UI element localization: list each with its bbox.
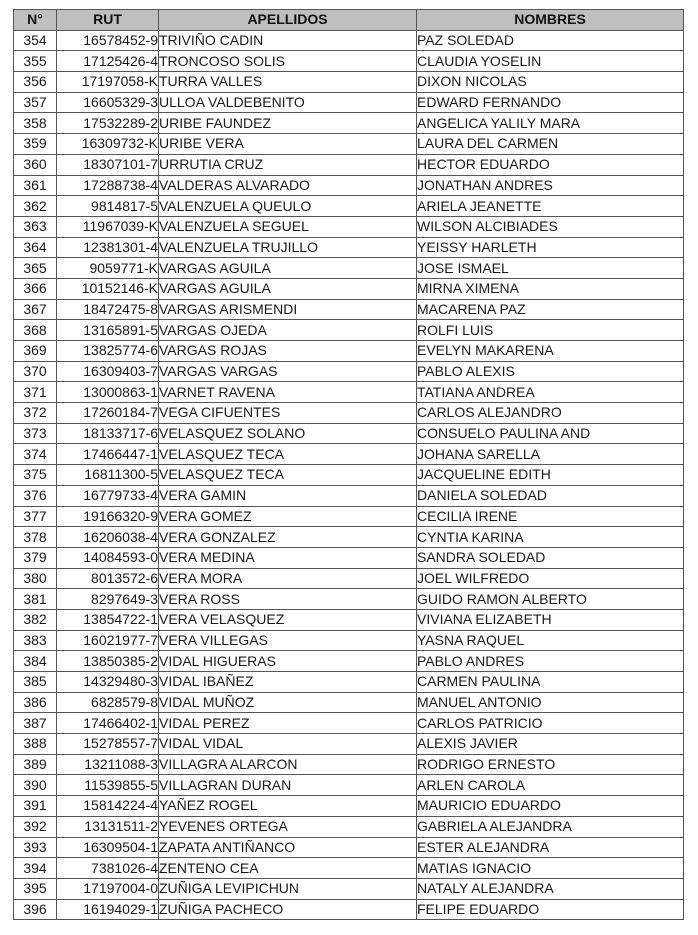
cell-number: 373 <box>14 423 57 444</box>
cell-nombres: EDWARD FERNANDO <box>417 92 684 113</box>
cell-apellidos: VERA GOMEZ <box>159 506 417 527</box>
cell-rut: 13825774-6 <box>57 341 159 362</box>
cell-number: 387 <box>14 713 57 734</box>
cell-rut: 16309504-1 <box>57 837 159 858</box>
cell-apellidos: VELASQUEZ SOLANO <box>159 423 417 444</box>
cell-number: 360 <box>14 154 57 175</box>
cell-rut: 16309732-K <box>57 134 159 155</box>
cell-nombres: HECTOR EDUARDO <box>417 154 684 175</box>
cell-rut: 17197004-0 <box>57 878 159 899</box>
cell-apellidos: TRONCOSO SOLIS <box>159 51 417 72</box>
cell-rut: 12381301-4 <box>57 237 159 258</box>
table-row <box>14 899 684 920</box>
table-row <box>14 423 684 444</box>
table-row <box>14 216 684 237</box>
cell-number: 375 <box>14 465 57 486</box>
cell-nombres: JONATHAN ANDRES <box>417 175 684 196</box>
cell-apellidos: URIBE FAUNDEZ <box>159 113 417 134</box>
table-row <box>14 72 684 93</box>
cell-number: 370 <box>14 361 57 382</box>
cell-number: 391 <box>14 796 57 817</box>
table-row <box>14 320 684 341</box>
cell-number: 384 <box>14 651 57 672</box>
table-row <box>14 196 684 217</box>
cell-apellidos: URIBE VERA <box>159 134 417 155</box>
cell-rut: 16605329-3 <box>57 92 159 113</box>
cell-rut: 13854722-1 <box>57 609 159 630</box>
cell-apellidos: VERA VILLEGAS <box>159 630 417 651</box>
cell-number: 377 <box>14 506 57 527</box>
table-row <box>14 113 684 134</box>
cell-apellidos: VERA MORA <box>159 568 417 589</box>
cell-rut: 16194029-1 <box>57 899 159 920</box>
table-row <box>14 692 684 713</box>
cell-nombres: PABLO ANDRES <box>417 651 684 672</box>
cell-number: 364 <box>14 237 57 258</box>
cell-nombres: WILSON ALCIBIADES <box>417 216 684 237</box>
cell-rut: 18307101-7 <box>57 154 159 175</box>
cell-number: 374 <box>14 444 57 465</box>
table-header <box>14 10 684 31</box>
cell-rut: 16578452-9 <box>57 30 159 51</box>
cell-apellidos: ZUÑIGA PACHECO <box>159 899 417 920</box>
cell-number: 368 <box>14 320 57 341</box>
cell-number: 363 <box>14 216 57 237</box>
table-row <box>14 154 684 175</box>
table-row <box>14 713 684 734</box>
cell-apellidos: VEGA CIFUENTES <box>159 403 417 424</box>
cell-rut: 10152146-K <box>57 278 159 299</box>
table-row <box>14 527 684 548</box>
cell-nombres: EVELYN MAKARENA <box>417 341 684 362</box>
cell-apellidos: ZENTENO CEA <box>159 858 417 879</box>
table-row <box>14 134 684 155</box>
table-row <box>14 609 684 630</box>
cell-rut: 8297649-3 <box>57 589 159 610</box>
cell-nombres: CYNTIA KARINA <box>417 527 684 548</box>
cell-rut: 13165891-5 <box>57 320 159 341</box>
cell-number: 378 <box>14 527 57 548</box>
cell-apellidos: VARGAS VARGAS <box>159 361 417 382</box>
cell-nombres: ESTER ALEJANDRA <box>417 837 684 858</box>
header-apellidos: APELLIDOS <box>159 10 417 31</box>
cell-nombres: ARIELA JEANETTE <box>417 196 684 217</box>
cell-rut: 19166320-9 <box>57 506 159 527</box>
table-row <box>14 672 684 693</box>
cell-nombres: CECILIA IRENE <box>417 506 684 527</box>
cell-number: 367 <box>14 299 57 320</box>
table-row <box>14 175 684 196</box>
cell-nombres: CLAUDIA YOSELIN <box>417 51 684 72</box>
cell-apellidos: VALDERAS ALVARADO <box>159 175 417 196</box>
cell-nombres: ARLEN CAROLA <box>417 775 684 796</box>
cell-rut: 16309403-7 <box>57 361 159 382</box>
cell-apellidos: VARGAS ROJAS <box>159 341 417 362</box>
table-row <box>14 382 684 403</box>
cell-nombres: SANDRA SOLEDAD <box>417 547 684 568</box>
cell-rut: 17288738-4 <box>57 175 159 196</box>
cell-nombres: JOEL WILFREDO <box>417 568 684 589</box>
table-row <box>14 547 684 568</box>
table-row <box>14 878 684 899</box>
table-row <box>14 568 684 589</box>
cell-rut: 11967039-K <box>57 216 159 237</box>
cell-nombres: CARLOS ALEJANDRO <box>417 403 684 424</box>
cell-number: 380 <box>14 568 57 589</box>
cell-apellidos: VILLAGRAN DURAN <box>159 775 417 796</box>
cell-number: 381 <box>14 589 57 610</box>
cell-apellidos: YAÑEZ ROGEL <box>159 796 417 817</box>
cell-nombres: ALEXIS JAVIER <box>417 734 684 755</box>
cell-number: 394 <box>14 858 57 879</box>
table-row <box>14 837 684 858</box>
cell-apellidos: VILLAGRA ALARCON <box>159 754 417 775</box>
cell-rut: 17125426-4 <box>57 51 159 72</box>
cell-number: 395 <box>14 878 57 899</box>
table-row <box>14 506 684 527</box>
cell-nombres: GABRIELA ALEJANDRA <box>417 816 684 837</box>
cell-nombres: YASNA RAQUEL <box>417 630 684 651</box>
table-row <box>14 237 684 258</box>
cell-number: 356 <box>14 72 57 93</box>
cell-apellidos: YEVENES ORTEGA <box>159 816 417 837</box>
cell-apellidos: VARGAS AGUILA <box>159 278 417 299</box>
cell-rut: 16021977-7 <box>57 630 159 651</box>
cell-apellidos: TURRA VALLES <box>159 72 417 93</box>
table-row <box>14 278 684 299</box>
cell-nombres: ANGELICA YALILY MARA <box>417 113 684 134</box>
cell-number: 365 <box>14 258 57 279</box>
table-row <box>14 775 684 796</box>
cell-apellidos: VERA GAMIN <box>159 485 417 506</box>
cell-apellidos: VERA GONZALEZ <box>159 527 417 548</box>
cell-nombres: GUIDO RAMON ALBERTO <box>417 589 684 610</box>
cell-number: 361 <box>14 175 57 196</box>
table-row <box>14 734 684 755</box>
cell-nombres: NATALY ALEJANDRA <box>417 878 684 899</box>
cell-nombres: MACARENA PAZ <box>417 299 684 320</box>
cell-rut: 16206038-4 <box>57 527 159 548</box>
cell-number: 371 <box>14 382 57 403</box>
cell-rut: 17466447-1 <box>57 444 159 465</box>
cell-nombres: TATIANA ANDREA <box>417 382 684 403</box>
cell-rut: 13131511-2 <box>57 816 159 837</box>
cell-rut: 6828579-8 <box>57 692 159 713</box>
cell-nombres: ROLFI LUIS <box>417 320 684 341</box>
cell-nombres: RODRIGO ERNESTO <box>417 754 684 775</box>
cell-apellidos: VARNET RAVENA <box>159 382 417 403</box>
cell-number: 390 <box>14 775 57 796</box>
cell-apellidos: VERA MEDINA <box>159 547 417 568</box>
cell-rut: 18133717-6 <box>57 423 159 444</box>
cell-number: 385 <box>14 672 57 693</box>
cell-number: 379 <box>14 547 57 568</box>
cell-apellidos: TRIVIÑO CADIN <box>159 30 417 51</box>
cell-number: 392 <box>14 816 57 837</box>
header-number: N° <box>14 10 57 31</box>
cell-number: 396 <box>14 899 57 920</box>
cell-nombres: CONSUELO PAULINA AND <box>417 423 684 444</box>
table-row <box>14 465 684 486</box>
table-row <box>14 341 684 362</box>
cell-rut: 18472475-8 <box>57 299 159 320</box>
cell-nombres: MATIAS IGNACIO <box>417 858 684 879</box>
table-row <box>14 92 684 113</box>
table-row <box>14 258 684 279</box>
cell-number: 354 <box>14 30 57 51</box>
cell-rut: 17532289-2 <box>57 113 159 134</box>
cell-apellidos: VIDAL VIDAL <box>159 734 417 755</box>
cell-rut: 8013572-6 <box>57 568 159 589</box>
cell-number: 383 <box>14 630 57 651</box>
cell-nombres: PAZ SOLEDAD <box>417 30 684 51</box>
cell-rut: 7381026-4 <box>57 858 159 879</box>
cell-number: 376 <box>14 485 57 506</box>
cell-rut: 13850385-2 <box>57 651 159 672</box>
cell-apellidos: VERA VELASQUEZ <box>159 609 417 630</box>
table-row <box>14 30 684 51</box>
cell-apellidos: VIDAL PEREZ <box>159 713 417 734</box>
cell-apellidos: VIDAL HIGUERAS <box>159 651 417 672</box>
cell-rut: 13000863-1 <box>57 382 159 403</box>
cell-number: 386 <box>14 692 57 713</box>
cell-number: 362 <box>14 196 57 217</box>
cell-nombres: MAURICIO EDUARDO <box>417 796 684 817</box>
cell-nombres: MIRNA XIMENA <box>417 278 684 299</box>
cell-number: 388 <box>14 734 57 755</box>
cell-rut: 16779733-4 <box>57 485 159 506</box>
table-row <box>14 361 684 382</box>
cell-apellidos: VARGAS OJEDA <box>159 320 417 341</box>
cell-nombres: LAURA DEL CARMEN <box>417 134 684 155</box>
cell-apellidos: VARGAS ARISMENDI <box>159 299 417 320</box>
cell-apellidos: ULLOA VALDEBENITO <box>159 92 417 113</box>
cell-apellidos: VALENZUELA QUEULO <box>159 196 417 217</box>
cell-number: 369 <box>14 341 57 362</box>
cell-rut: 17466402-1 <box>57 713 159 734</box>
cell-number: 372 <box>14 403 57 424</box>
table-body <box>14 30 684 920</box>
header-nombres: NOMBRES <box>417 10 684 31</box>
table-row <box>14 816 684 837</box>
cell-nombres: CARMEN PAULINA <box>417 672 684 693</box>
table-row <box>14 796 684 817</box>
cell-apellidos: VIDAL IBAÑEZ <box>159 672 417 693</box>
cell-rut: 13211088-3 <box>57 754 159 775</box>
cell-rut: 11539855-5 <box>57 775 159 796</box>
table-row <box>14 651 684 672</box>
cell-rut: 9059771-K <box>57 258 159 279</box>
cell-number: 366 <box>14 278 57 299</box>
cell-rut: 15278557-7 <box>57 734 159 755</box>
cell-rut: 17260184-7 <box>57 403 159 424</box>
table-row <box>14 858 684 879</box>
roster-table <box>13 9 684 920</box>
table-row <box>14 630 684 651</box>
cell-rut: 17197058-K <box>57 72 159 93</box>
cell-apellidos: ZAPATA ANTIÑANCO <box>159 837 417 858</box>
cell-apellidos: VELASQUEZ TECA <box>159 465 417 486</box>
cell-apellidos: VERA ROSS <box>159 589 417 610</box>
cell-rut: 9814817-5 <box>57 196 159 217</box>
table-row <box>14 754 684 775</box>
cell-rut: 14329480-3 <box>57 672 159 693</box>
cell-number: 382 <box>14 609 57 630</box>
header-rut: RUT <box>57 10 159 31</box>
cell-nombres: CARLOS PATRICIO <box>417 713 684 734</box>
cell-number: 393 <box>14 837 57 858</box>
cell-apellidos: VELASQUEZ TECA <box>159 444 417 465</box>
cell-number: 355 <box>14 51 57 72</box>
cell-nombres: FELIPE EDUARDO <box>417 899 684 920</box>
cell-apellidos: VALENZUELA TRUJILLO <box>159 237 417 258</box>
cell-nombres: DIXON NICOLAS <box>417 72 684 93</box>
table-row <box>14 51 684 72</box>
cell-rut: 14084593-0 <box>57 547 159 568</box>
cell-nombres: DANIELA SOLEDAD <box>417 485 684 506</box>
cell-apellidos: ZUÑIGA LEVIPICHUN <box>159 878 417 899</box>
cell-nombres: JACQUELINE EDITH <box>417 465 684 486</box>
cell-rut: 16811300-5 <box>57 465 159 486</box>
table-row <box>14 589 684 610</box>
cell-nombres: MANUEL ANTONIO <box>417 692 684 713</box>
cell-number: 389 <box>14 754 57 775</box>
cell-nombres: YEISSY HARLETH <box>417 237 684 258</box>
cell-apellidos: VARGAS AGUILA <box>159 258 417 279</box>
cell-number: 359 <box>14 134 57 155</box>
cell-apellidos: VALENZUELA SEGUEL <box>159 216 417 237</box>
table-row <box>14 485 684 506</box>
cell-number: 357 <box>14 92 57 113</box>
table-row <box>14 299 684 320</box>
cell-rut: 15814224-4 <box>57 796 159 817</box>
cell-nombres: PABLO ALEXIS <box>417 361 684 382</box>
cell-apellidos: URRUTIA CRUZ <box>159 154 417 175</box>
header-row <box>14 10 684 31</box>
table-row <box>14 403 684 424</box>
cell-nombres: JOSE ISMAEL <box>417 258 684 279</box>
table-row <box>14 444 684 465</box>
cell-nombres: JOHANA SARELLA <box>417 444 684 465</box>
cell-number: 358 <box>14 113 57 134</box>
cell-nombres: VIVIANA ELIZABETH <box>417 609 684 630</box>
cell-apellidos: VIDAL MUÑOZ <box>159 692 417 713</box>
